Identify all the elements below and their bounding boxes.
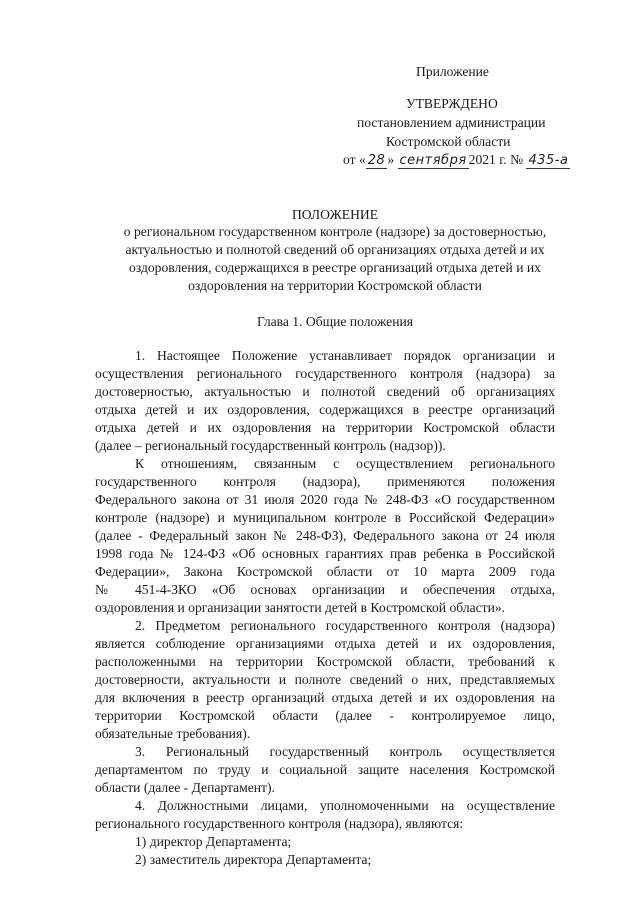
p4-line: 3. Региональный государственный контроль осуществляется (135, 744, 555, 759)
appendix-label: Приложение (416, 64, 489, 79)
p2-line: Федерального закона от 31 июля 2020 года № 248-ФЗ «О государственном (95, 492, 555, 507)
p2-line: 1998 года № 124-ФЗ «Об основных гарантиях прав ребенка в Российской (95, 546, 555, 561)
p1-line: отдыха детей и их оздоровления, содержащихся в реестре организаций (95, 402, 555, 417)
approved-label: УТВЕРЖДЕНО (406, 96, 498, 111)
p2-line: государственного контроля (надзора), применяются положения (95, 474, 555, 489)
p3-line: является соблюдение организациями отдыха детей и их оздоровления, (95, 636, 555, 651)
date-year: 2021 г. № (468, 152, 524, 167)
p4-line: департаментом по труду и социальной защите населения Костромской (95, 762, 555, 777)
date-month-handwritten: сентября (399, 153, 467, 168)
title-line-3: оздоровления, содержащихся в реестре организаций отдыха детей и их (129, 260, 541, 275)
decree-date-line (343, 152, 570, 169)
p1-line: 1. Настоящее Положение устанавливает порядок организации и (135, 348, 555, 363)
title-line-2: актуальностью и полнотой сведений об организациях отдыха детей и их (125, 242, 545, 257)
p1-line: достоверностью, актуальностью и полнотой сведений об организациях (95, 384, 555, 399)
p2-line: (далее - Федеральный закон № 248-ФЗ), Федерального закона от 24 июля (95, 528, 555, 543)
document-heading: ПОЛОЖЕНИЕ (291, 207, 379, 222)
p1-line: отдыха детей и их оздоровления на территории Костромской области (95, 420, 555, 435)
title-line-1: о региональном государственном контроле (надзоре) за достоверностью, (123, 224, 547, 239)
date-prefix: от « (343, 152, 366, 167)
date-day-handwritten: 28 (367, 153, 386, 168)
p3-line: достоверности, актуальности и полноте сведений о них, представляемых (95, 672, 555, 687)
list-item: 1) директор Департамента; (135, 834, 292, 849)
list-item: 2) заместитель директора Департамента; (135, 852, 372, 867)
decree-label: постановлением администрации (357, 115, 546, 130)
p3-line: 2. Предметом регионального государственного контроля (надзора) (135, 618, 555, 633)
p3-line: территории Костромской области (далее - контролируемое лицо, (95, 708, 555, 723)
date-mid: » (387, 152, 395, 167)
p5-line: регионального государственного контроля (надзора), являются: (95, 816, 464, 831)
region-label: Костромской области (386, 134, 511, 149)
title-line-4: оздоровления на территории Костромской области (188, 278, 482, 293)
p1-line: (далее – региональный государственный контроль (надзор)). (95, 438, 446, 453)
p3-line: обязательные требования). (95, 726, 251, 741)
p2-line: К отношениям, связанным с осуществлением регионального (135, 456, 555, 471)
p3-line: для включения в реестр организаций отдыха детей и их оздоровления на (95, 690, 555, 705)
p1-line: осуществления регионального государственного контроля (надзора) за (95, 366, 555, 381)
p2-line: Федерации», Закона Костромской области от 10 марта 2009 года (95, 564, 555, 579)
chapter-heading: Глава 1. Общие положения (256, 314, 413, 329)
p2-line: № 451-4-ЗКО «Об основах организации и обеспечения отдыха, (95, 582, 555, 597)
doc-number-handwritten: 435-а (528, 153, 569, 168)
p5-line: 4. Должностными лицами, уполномоченными на осуществление (135, 798, 555, 813)
p2-line: оздоровления и организации занятости детей в Костромской области». (95, 600, 506, 615)
p3-line: расположенными на территории Костромской области, требований к (95, 654, 555, 669)
p4-line: области (далее - Департамент). (95, 780, 275, 795)
p2-line: контроле (надзоре) и муниципальном контроле в Российской Федерации» (95, 510, 555, 525)
